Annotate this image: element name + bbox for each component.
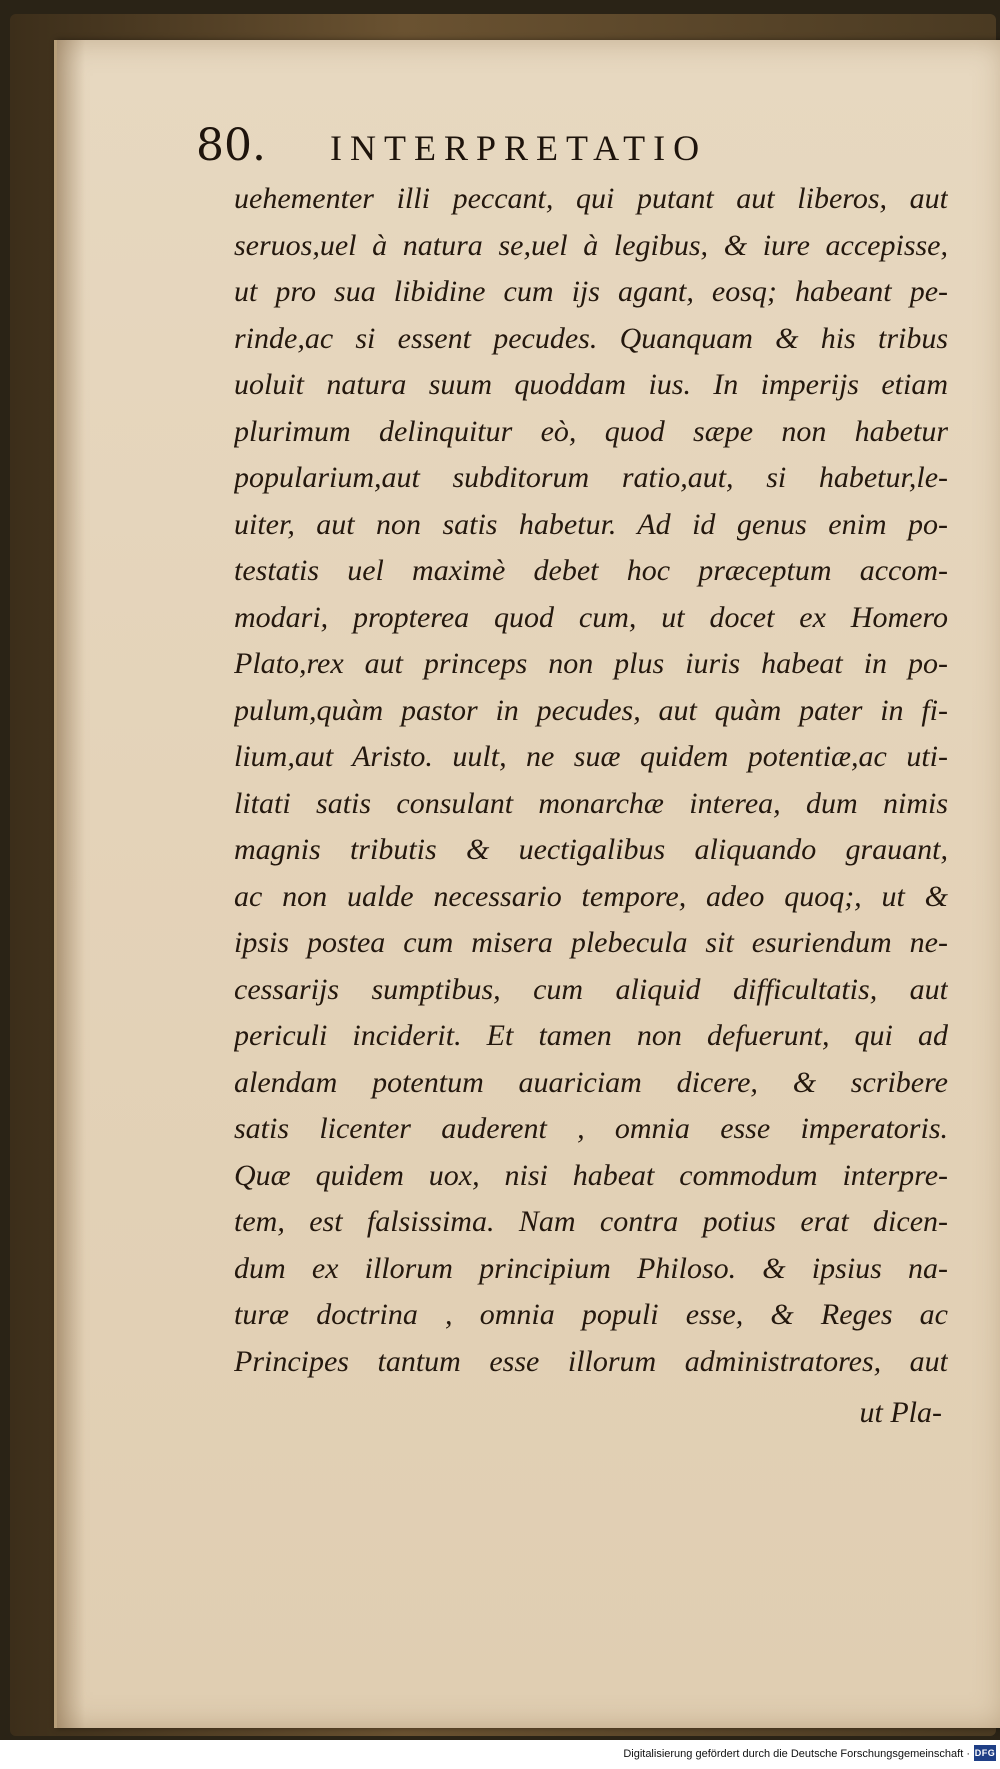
page-number: 80.: [196, 120, 266, 171]
digitization-credit: Digitalisierung gefördert durch die Deutsche Forschungsgemeinschaft ·: [623, 1748, 970, 1760]
text-line: modari, propterea quod cum, ut docet ex Homero: [234, 600, 948, 634]
text-line: plurimum delinquitur eò, quod sæpe non habetur: [234, 414, 948, 448]
text-line: lium,aut Aristo. uult, ne suæ quidem potentiæ,ac uti-: [234, 740, 948, 773]
text-line: ac non ualde necessario tempore, adeo quoq;, ut &: [234, 879, 948, 913]
text-line: cessarijs sumptibus, cum aliquid difficultatis, aut: [234, 972, 948, 1006]
text-line: ipsis postea cum misera plebecula sit esuriendum ne-: [234, 926, 948, 959]
text-line: Principes tantum esse illorum administratores, aut: [234, 1344, 948, 1378]
text-line: dum ex illorum principium Philoso. & ipsius na-: [234, 1251, 948, 1285]
text-line: ut pro sua libidine cum ijs agant, eosq; habeant pe-: [234, 275, 948, 308]
text-line: satis licenter auderent , omnia esse imperatoris.: [234, 1112, 948, 1145]
text-line: Plato,rex aut princeps non plus iuris habeat in po-: [234, 647, 948, 680]
running-title: INTERPRETATIO: [330, 128, 708, 168]
text-line: periculi inciderit. Et tamen non defuerunt, qui ad: [234, 1019, 948, 1052]
text-line: Quæ quidem uox, nisi habeat commodum interpre-: [234, 1158, 948, 1192]
text-line: turæ doctrina , omnia populi esse, & Reges ac: [234, 1298, 948, 1331]
body-text: [234, 176, 948, 1385]
footer-bar: [0, 1740, 1000, 1769]
page-header: [196, 118, 936, 174]
text-line: rinde,ac si essent pecudes. Quanquam & his tribus: [234, 321, 948, 355]
dfg-logo-icon: DFG: [974, 1745, 996, 1761]
text-line: litati satis consulant monarchæ interea, dum nimis: [234, 786, 948, 820]
text-line: tem, est falsissima. Nam contra potius erat dicen-: [234, 1205, 948, 1238]
text-line: uoluit natura suum quoddam ius. In imperijs etiam: [234, 368, 948, 401]
text-line: pulum,quàm pastor in pecudes, aut quàm pater in fi-: [234, 693, 948, 727]
text-line: alendam potentum auariciam dicere, & scribere: [234, 1065, 948, 1099]
text-line: popularium,aut subditorum ratio,aut, si habetur,le-: [234, 461, 948, 494]
text-line: magnis tributis & uectigalibus aliquando grauant,: [234, 833, 948, 866]
text-line: uiter, aut non satis habetur. Ad id genus enim po-: [234, 507, 948, 541]
catchword: ut Pla-: [859, 1396, 942, 1429]
text-line: testatis uel maximè debet hoc præceptum accom-: [234, 554, 948, 587]
text-line: uehementer illi peccant, qui putant aut liberos, aut: [234, 182, 948, 215]
text-line: seruos,uel à natura se,uel à legibus, & iure accepisse,: [234, 228, 948, 262]
